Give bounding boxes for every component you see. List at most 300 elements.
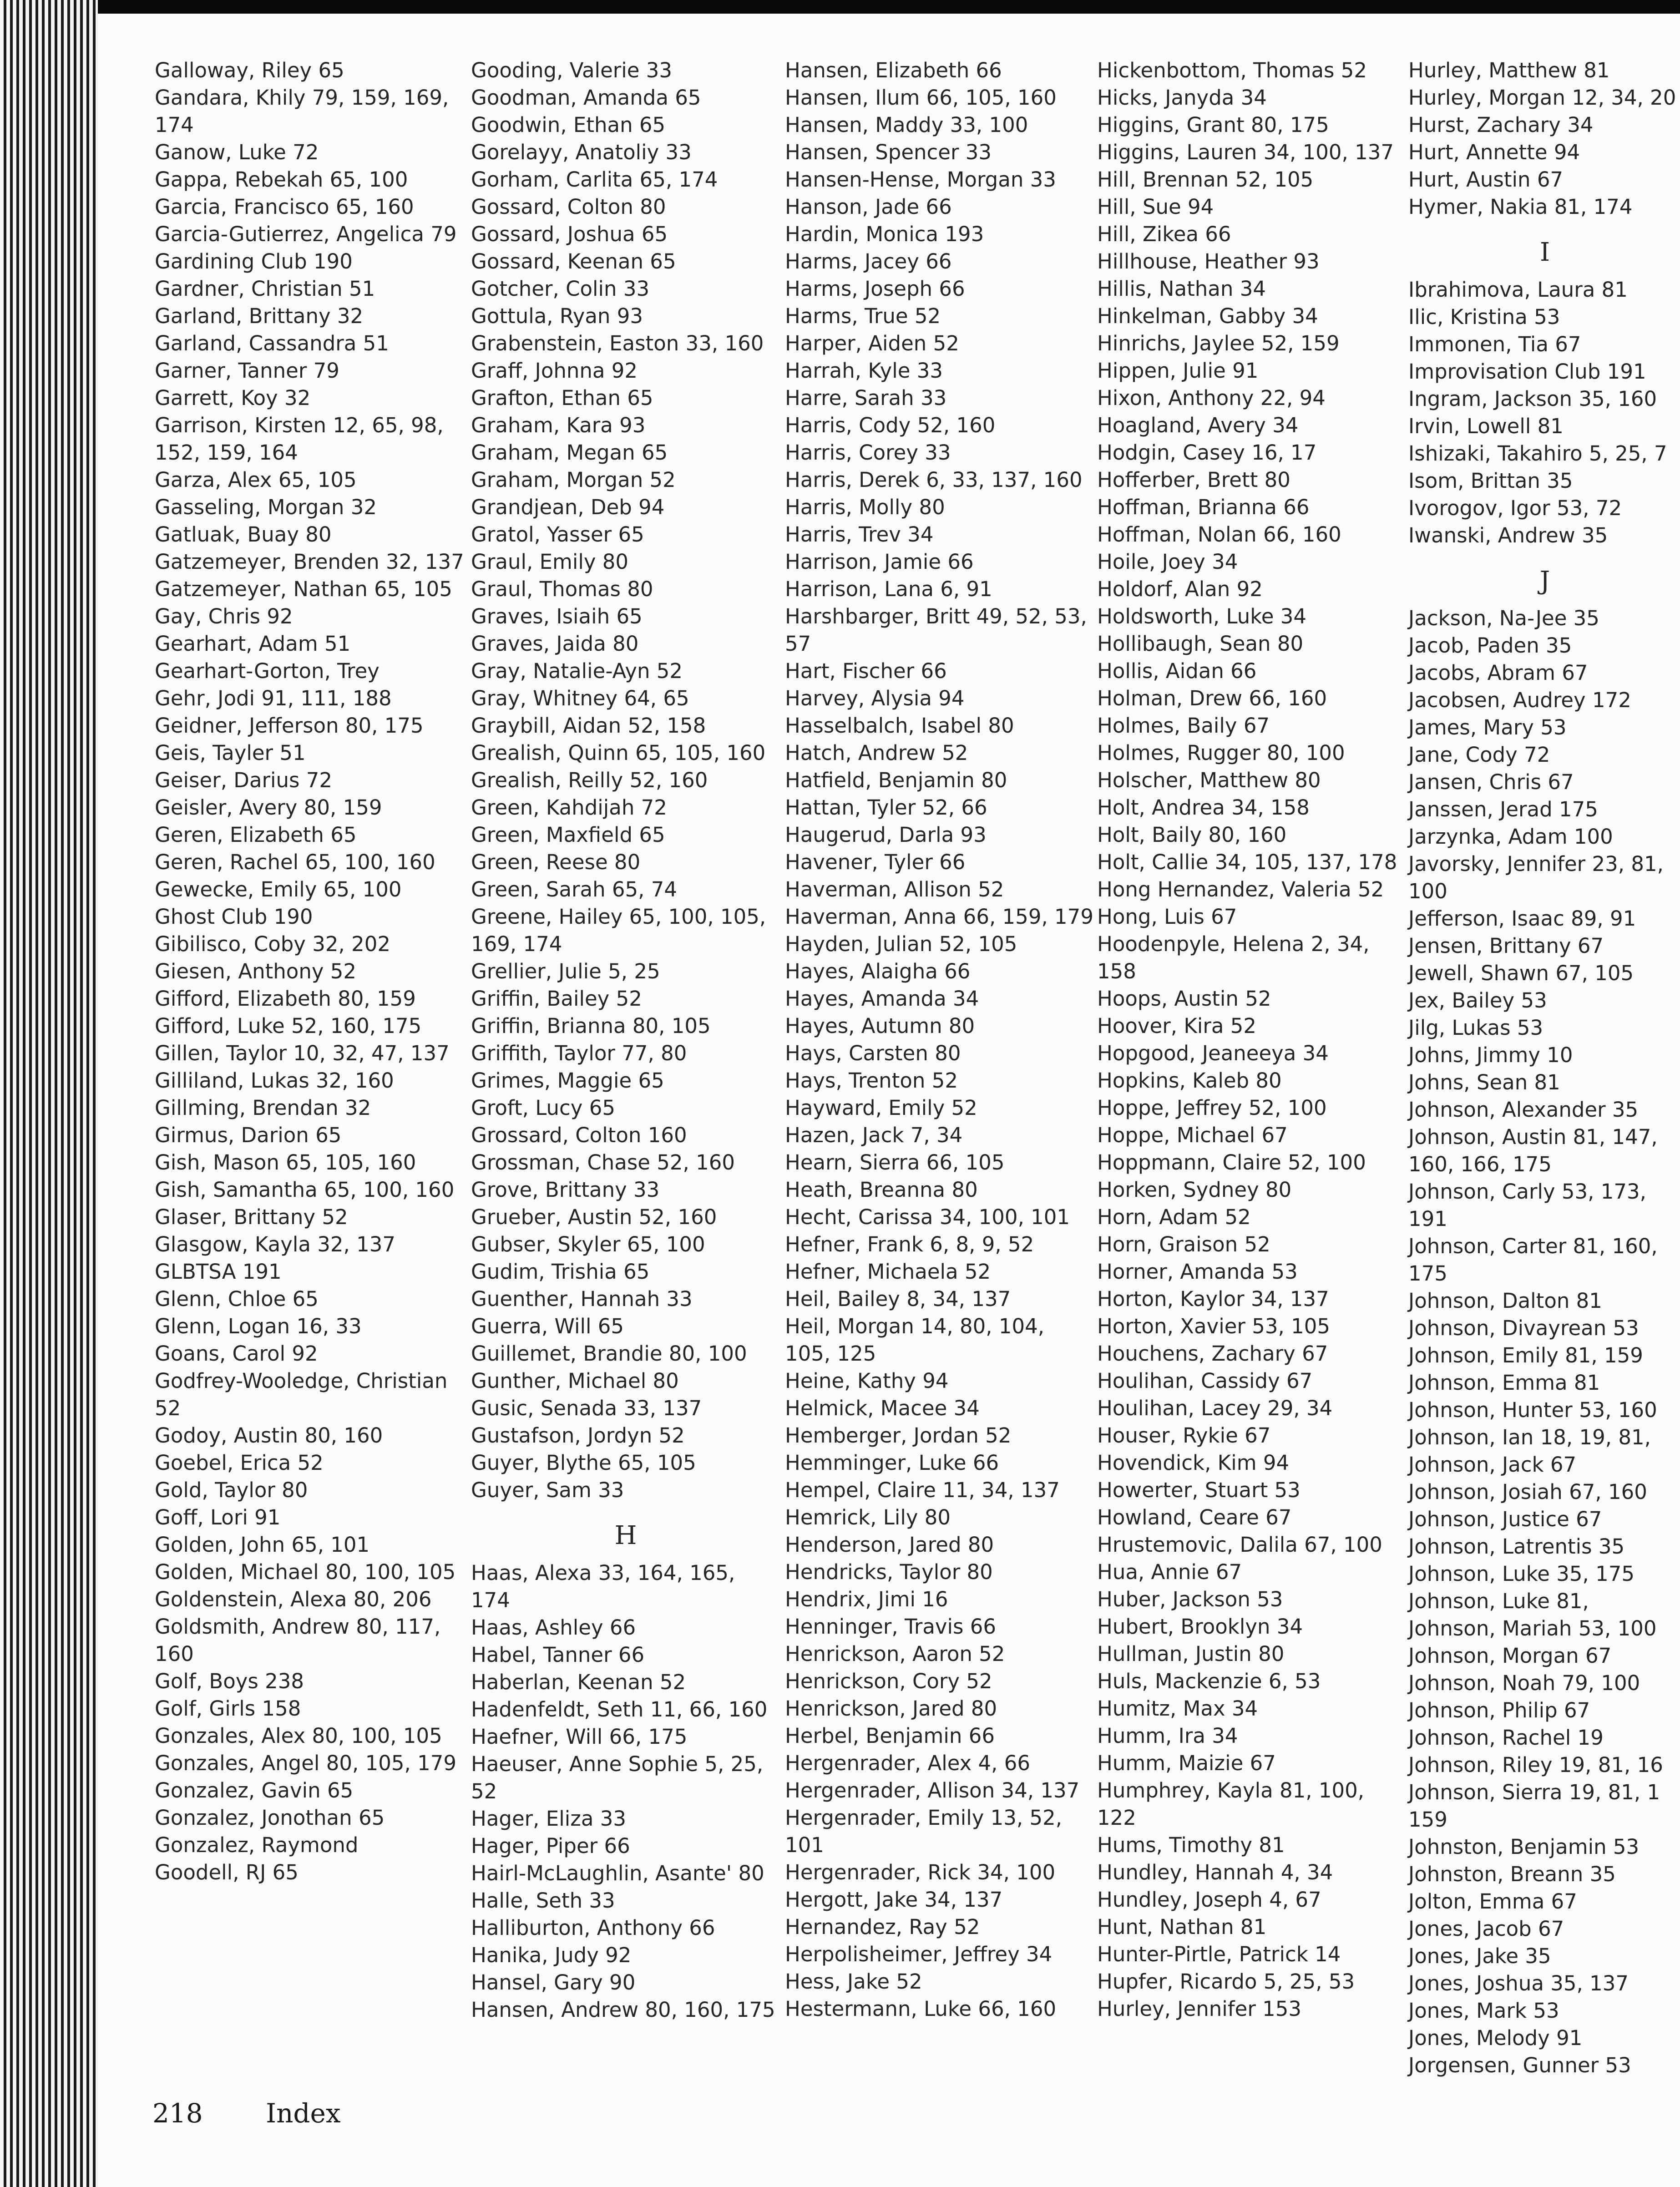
index-entry: Hemminger, Luke 66: [785, 1451, 999, 1475]
index-entry: Ganow, Luke 72: [155, 140, 319, 164]
index-entry: Holdsworth, Luke 34: [1097, 604, 1306, 628]
index-entry: Huber, Jackson 53: [1097, 1587, 1283, 1611]
index-entry: Hendricks, Taylor 80: [785, 1560, 993, 1584]
index-entry: Harre, Sarah 33: [785, 386, 947, 410]
index-entry: Hansen, Elizabeth 66: [785, 58, 1002, 82]
index-page: [98, 14, 1680, 2187]
index-entry: Hemrick, Lily 80: [785, 1505, 951, 1529]
index-entry: Janssen, Jerad 175: [1408, 797, 1598, 821]
index-entry: Heil, Bailey 8, 34, 137: [785, 1287, 1011, 1311]
index-entry: Horton, Kaylor 34, 137: [1097, 1287, 1329, 1311]
index-entry: Javorsky, Jennifer 23, 81,: [1408, 852, 1664, 876]
index-entry: Grossard, Colton 160: [471, 1123, 687, 1147]
index-entry: Jilg, Lukas 53: [1408, 1016, 1543, 1040]
index-entry: Harrison, Lana 6, 91: [785, 577, 992, 601]
index-entry: Hayden, Julian 52, 105: [785, 932, 1017, 956]
index-entry: Hergenrader, Alex 4, 66: [785, 1751, 1031, 1775]
index-entry: Hunter-Pirtle, Patrick 14: [1097, 1942, 1341, 1966]
index-entry: Gish, Mason 65, 105, 160: [155, 1150, 416, 1174]
index-entry: Iwanski, Andrew 35: [1408, 523, 1608, 547]
index-entry: Henrickson, Cory 52: [785, 1669, 992, 1693]
section-label: Index: [266, 2098, 341, 2129]
index-column-1: [155, 57, 464, 1886]
index-entry: Johnson, Morgan 67: [1408, 1644, 1612, 1668]
index-entry: Hemberger, Jordan 52: [785, 1423, 1012, 1448]
index-entry: Gudim, Trishia 65: [471, 1260, 650, 1284]
index-entry: Guyer, Sam 33: [471, 1478, 624, 1502]
index-entry: Holscher, Matthew 80: [1097, 768, 1321, 792]
index-entry: Green, Maxfield 65: [471, 823, 665, 847]
index-entry: Habel, Tanner 66: [471, 1643, 645, 1667]
index-entry: Hergott, Jake 34, 137: [785, 1888, 1003, 1912]
index-entry: Hanson, Jade 66: [785, 195, 952, 219]
index-entry: Gilliland, Lukas 32, 160: [155, 1068, 394, 1093]
index-entry: Ilic, Kristina 53: [1408, 305, 1560, 329]
index-entry: Hunt, Nathan 81: [1097, 1915, 1267, 1939]
index-entry: Humphrey, Kayla 81, 100, 122: [1097, 1778, 1365, 1830]
index-entry: Hill, Brennan 52, 105: [1097, 167, 1314, 192]
index-entry: Golden, John 65, 101: [155, 1533, 370, 1557]
index-entry: Gibilisco, Coby 32, 202: [155, 932, 390, 956]
index-entry: Johns, Jimmy 10: [1408, 1043, 1573, 1067]
index-entry: Gonzalez, Gavin 65: [155, 1778, 354, 1802]
index-entry: Johnson, Carly 53, 173,: [1408, 1180, 1646, 1204]
index-entry: Graham, Kara 93: [471, 413, 646, 437]
index-entry: Garland, Brittany 32: [155, 304, 364, 328]
index-entry: Gardining Club 190: [155, 249, 353, 273]
index-entry: Hollibaugh, Sean 80: [1097, 632, 1304, 656]
index-entry: Holmes, Rugger 80, 100: [1097, 741, 1345, 765]
index-entry: Jacobsen, Audrey 172: [1408, 688, 1631, 712]
index-entry: Hess, Jake 52: [785, 1969, 922, 1994]
index-entry: Hillis, Nathan 34: [1097, 277, 1266, 301]
index-entry: Johnson, Mariah 53, 100: [1408, 1616, 1657, 1640]
index-entry: Hatch, Andrew 52: [785, 741, 968, 765]
index-entry: Gatluak, Buay 80: [155, 522, 332, 547]
index-entry: Hopgood, Jeaneeya 34: [1097, 1041, 1329, 1065]
index-entry: Grealish, Reilly 52, 160: [471, 768, 708, 792]
index-entry: Heath, Breanna 80: [785, 1178, 978, 1202]
index-entry: Hernandez, Ray 52: [785, 1915, 980, 1939]
index-entry: Hoover, Kira 52: [1097, 1014, 1256, 1038]
index-entry: Hecht, Carissa 34, 100, 101: [785, 1205, 1070, 1229]
index-entry: Hansel, Gary 90: [471, 1970, 636, 1995]
index-entry: Gusic, Senada 33, 137: [471, 1396, 702, 1420]
index-entry: Hatfield, Benjamin 80: [785, 768, 1007, 792]
index-entry: Grafton, Ethan 65: [471, 386, 653, 410]
index-entry: Gossard, Colton 80: [471, 195, 666, 219]
index-entry: Hrustemovic, Dalila 67, 100: [1097, 1533, 1382, 1557]
index-entry: Hurst, Zachary 34: [1408, 113, 1594, 137]
index-entry: Hempel, Claire 11, 34, 137: [785, 1478, 1060, 1502]
index-entry: Hoppmann, Claire 52, 100: [1097, 1150, 1366, 1174]
index-entry: Jacobs, Abram 67: [1408, 661, 1588, 685]
index-entry: Gandara, Khily 79, 159, 169, 174: [155, 86, 449, 137]
index-entry: Hattan, Tyler 52, 66: [785, 795, 987, 820]
index-entry: Johnson, Latrentis 35: [1408, 1534, 1625, 1559]
index-entry: Glaser, Brittany 52: [155, 1205, 348, 1229]
index-entry: Green, Kahdijah 72: [471, 795, 667, 820]
index-entry: Harms, Joseph 66: [785, 277, 965, 301]
index-entry: Hager, Piper 66: [471, 1834, 630, 1858]
index-entry: Guyer, Blythe 65, 105: [471, 1451, 696, 1475]
index-entry: Hairl-McLaughlin, Asante' 80: [471, 1861, 764, 1885]
index-entry: Garrett, Koy 32: [155, 386, 311, 410]
index-entry: Harshbarger, Britt 49, 52, 53, 57: [785, 604, 1087, 656]
index-entry: Gifford, Luke 52, 160, 175: [155, 1014, 422, 1038]
index-entry: Glenn, Chloe 65: [155, 1287, 319, 1311]
index-entry: GLBTSA 191: [155, 1260, 282, 1284]
index-entry: Johnson, Luke 35, 175: [1408, 1562, 1634, 1586]
index-entry: Greene, Hailey 65, 100, 105, 169, 174: [471, 905, 766, 956]
index-entry: Hager, Eliza 33: [471, 1807, 626, 1831]
index-entry: Goldsmith, Andrew 80, 117, 160: [155, 1615, 441, 1666]
index-entry: Gasseling, Morgan 32: [155, 495, 377, 519]
index-entry: Hoops, Austin 52: [1097, 987, 1271, 1011]
index-entry: Hill, Zikea 66: [1097, 222, 1231, 246]
index-entry: Johnson, Alexander 35: [1408, 1098, 1639, 1122]
index-entry: Gossard, Keenan 65: [471, 249, 676, 273]
index-entry: Hergenrader, Rick 34, 100: [785, 1860, 1056, 1884]
index-entry: Gehr, Jodi 91, 111, 188: [155, 686, 392, 710]
index-entry: Hippen, Julie 91: [1097, 359, 1259, 383]
index-entry: Haberlan, Keenan 52: [471, 1670, 686, 1694]
index-entry: Geren, Elizabeth 65: [155, 823, 357, 847]
index-entry: Geidner, Jefferson 80, 175: [155, 714, 424, 738]
index-entry: Johnson, Austin 81, 147,: [1408, 1125, 1658, 1149]
index-entry: Johnson, Rachel 19: [1408, 1726, 1604, 1750]
index-entry: Godfrey-Wooledge, Christian 52: [155, 1369, 448, 1420]
index-entry: Howerter, Stuart 53: [1097, 1478, 1300, 1502]
index-entry: Graves, Jaida 80: [471, 632, 639, 656]
index-entry: Green, Reese 80: [471, 850, 641, 874]
index-entry: James, Mary 53: [1408, 715, 1567, 739]
index-entry: Herpolisheimer, Jeffrey 34: [785, 1942, 1053, 1966]
index-entry: Higgins, Grant 80, 175: [1097, 113, 1329, 137]
index-entry: Johnson, Divayrean 53: [1408, 1316, 1639, 1340]
index-entry: Hoppe, Michael 67: [1097, 1123, 1288, 1147]
letter-heading: I: [1539, 238, 1550, 267]
index-entry: Jolton, Emma 67: [1408, 1889, 1577, 1914]
index-entry: Garza, Alex 65, 105: [155, 468, 357, 492]
index-entry: Herbel, Benjamin 66: [785, 1724, 995, 1748]
index-entry: Horner, Amanda 53: [1097, 1260, 1298, 1284]
index-entry: Hundley, Joseph 4, 67: [1097, 1888, 1321, 1912]
index-entry: Harris, Corey 33: [785, 440, 951, 465]
index-entry: Henrickson, Aaron 52: [785, 1642, 1005, 1666]
index-entry: Higgins, Lauren 34, 100, 137: [1097, 140, 1394, 164]
index-entry: Harms, True 52: [785, 304, 941, 328]
index-entry: Hurley, Jennifer 153: [1097, 1997, 1302, 2021]
index-entry: Hofferber, Brett 80: [1097, 468, 1290, 492]
index-entry: Ghost Club 190: [155, 905, 313, 929]
index-entry: Horn, Graison 52: [1097, 1232, 1270, 1256]
index-entry: Hayes, Alaigha 66: [785, 959, 971, 983]
index-entry: Johnson, Jack 67: [1408, 1453, 1577, 1477]
index-entry: Graham, Megan 65: [471, 440, 668, 465]
index-entry: Hullman, Justin 80: [1097, 1642, 1285, 1666]
index-entry: 100: [1408, 879, 1447, 903]
index-entry: Improvisation Club 191: [1408, 359, 1646, 384]
index-entry: Gray, Whitney 64, 65: [471, 686, 689, 710]
index-entry: Hanika, Judy 92: [471, 1943, 632, 1967]
index-entry: Houlihan, Lacey 29, 34: [1097, 1396, 1333, 1420]
index-entry: Garcia, Francisco 65, 160: [155, 195, 414, 219]
index-entry: Jones, Jake 35: [1408, 1944, 1551, 1968]
index-entry: Ivorogov, Igor 53, 72: [1408, 496, 1622, 520]
index-entry: Gubser, Skyler 65, 100: [471, 1232, 705, 1256]
index-entry: Holman, Drew 66, 160: [1097, 686, 1327, 710]
index-entry: Jones, Melody 91: [1408, 2026, 1583, 2050]
index-entry: Hestermann, Luke 66, 160: [785, 1997, 1057, 2021]
index-entry: Hurt, Austin 67: [1408, 167, 1564, 192]
index-entry: Geisler, Avery 80, 159: [155, 795, 382, 820]
index-entry: Humm, Maizie 67: [1097, 1751, 1276, 1775]
index-entry: Gottula, Ryan 93: [471, 304, 643, 328]
index-entry: Grove, Brittany 33: [471, 1178, 660, 1202]
index-entry: Howland, Ceare 67: [1097, 1505, 1292, 1529]
index-entry: Jones, Jacob 67: [1408, 1917, 1564, 1941]
index-entry: Jackson, Na-Jee 35: [1408, 606, 1599, 630]
index-entry: Ingram, Jackson 35, 160: [1408, 387, 1657, 411]
index-entry: Hasselbalch, Isabel 80: [785, 714, 1014, 738]
index-entry: Hoagland, Avery 34: [1097, 413, 1299, 437]
page-footer: [152, 2098, 341, 2129]
index-entry: Holt, Baily 80, 160: [1097, 823, 1287, 847]
index-entry: Grueber, Austin 52, 160: [471, 1205, 717, 1229]
index-entry: Jane, Cody 72: [1408, 743, 1550, 767]
index-entry: Hovendick, Kim 94: [1097, 1451, 1290, 1475]
index-entry: Gustafson, Jordyn 52: [471, 1423, 685, 1448]
index-entry: Garcia-Gutierrez, Angelica 79: [155, 222, 457, 246]
page-number: 218: [152, 2098, 203, 2129]
index-entry: Johns, Sean 81: [1408, 1070, 1560, 1094]
index-entry: Hixon, Anthony 22, 94: [1097, 386, 1326, 410]
index-entry: Gotcher, Colin 33: [471, 277, 650, 301]
index-entry: Hergenrader, Allison 34, 137: [785, 1778, 1080, 1802]
letter-heading: H: [614, 1521, 637, 1550]
index-entry: Glasgow, Kayla 32, 137: [155, 1232, 395, 1256]
index-entry: Garland, Cassandra 51: [155, 331, 389, 355]
index-entry: Jensen, Brittany 67: [1408, 934, 1604, 958]
index-entry: Gearhart-Gorton, Trey: [155, 659, 380, 683]
index-entry: Goodell, RJ 65: [155, 1860, 299, 1884]
index-entry: Hickenbottom, Thomas 52: [1097, 58, 1367, 82]
index-entry: Hergenrader, Emily 13, 52, 101: [785, 1806, 1063, 1857]
index-entry: Hymer, Nakia 81, 174: [1408, 195, 1633, 219]
index-entry: Johnson, Dalton 81: [1408, 1289, 1602, 1313]
index-entry: Gold, Taylor 80: [155, 1478, 308, 1502]
index-entry: Jansen, Chris 67: [1408, 770, 1574, 794]
index-entry: Hoppe, Jeffrey 52, 100: [1097, 1096, 1327, 1120]
index-entry: Golden, Michael 80, 100, 105: [155, 1560, 456, 1584]
index-entry: Jorgensen, Gunner 53: [1408, 2053, 1631, 2077]
index-entry: Houchens, Zachary 67: [1097, 1342, 1328, 1366]
index-entry: Harris, Molly 80: [785, 495, 945, 519]
index-entry: Johnson, Carter 81, 160,: [1408, 1234, 1658, 1258]
index-entry: Johnston, Breann 35: [1408, 1862, 1616, 1886]
index-entry: Gay, Chris 92: [155, 604, 293, 628]
index-entry: Hong Hernandez, Valeria 52: [1097, 877, 1384, 901]
index-column-5: [1408, 57, 1680, 2079]
index-entry: Haas, Alexa 33, 164, 165, 174: [471, 1561, 735, 1612]
index-entry: Hinkelman, Gabby 34: [1097, 304, 1318, 328]
index-entry: Hoodenpyle, Helena 2, 34, 158: [1097, 932, 1370, 983]
index-entry: Griffith, Taylor 77, 80: [471, 1041, 687, 1065]
index-entry: Grellier, Julie 5, 25: [471, 959, 660, 983]
index-entry: 160, 166, 175: [1408, 1152, 1552, 1176]
index-entry: Ibrahimova, Laura 81: [1408, 278, 1628, 302]
index-entry: 159: [1408, 1807, 1447, 1832]
index-entry: Hua, Annie 67: [1097, 1560, 1242, 1584]
index-entry: Hill, Sue 94: [1097, 195, 1214, 219]
index-entry: Hopkins, Kaleb 80: [1097, 1068, 1282, 1093]
index-entry: Grossman, Chase 52, 160: [471, 1150, 735, 1174]
index-entry: Johnston, Benjamin 53: [1408, 1835, 1640, 1859]
index-entry: Goff, Lori 91: [155, 1505, 281, 1529]
index-entry: Jex, Bailey 53: [1408, 988, 1547, 1012]
index-entry: Jones, Joshua 35, 137: [1408, 1971, 1629, 1995]
index-entry: Johnson, Justice 67: [1408, 1507, 1602, 1531]
index-entry: Hazen, Jack 7, 34: [785, 1123, 963, 1147]
index-entry: Hart, Fischer 66: [785, 659, 947, 683]
index-entry: Haverman, Allison 52: [785, 877, 1004, 901]
book-spine-edge: [0, 0, 98, 2187]
index-entry: Hurt, Annette 94: [1408, 140, 1580, 164]
index-entry: Gratol, Yasser 65: [471, 522, 644, 547]
index-entry: Guillemet, Brandie 80, 100: [471, 1342, 747, 1366]
index-entry: Hinrichs, Jaylee 52, 159: [1097, 331, 1340, 355]
index-entry: Jewell, Shawn 67, 105: [1408, 961, 1634, 985]
index-entry: Gonzales, Angel 80, 105, 179: [155, 1751, 456, 1775]
index-entry: Hansen, Spencer 33: [785, 140, 992, 164]
index-entry: Gray, Natalie-Ayn 52: [471, 659, 683, 683]
index-entry: Gappa, Rebekah 65, 100: [155, 167, 408, 192]
index-entry: Graul, Emily 80: [471, 550, 629, 574]
index-entry: Humitz, Max 34: [1097, 1696, 1258, 1721]
index-entry: Hefner, Frank 6, 8, 9, 52: [785, 1232, 1034, 1256]
index-entry: Gunther, Michael 80: [471, 1369, 679, 1393]
index-entry: Irvin, Lowell 81: [1408, 414, 1564, 438]
index-entry: Hundley, Hannah 4, 34: [1097, 1860, 1333, 1884]
index-entry: Horton, Xavier 53, 105: [1097, 1314, 1330, 1338]
index-entry: Garrison, Kirsten 12, 65, 98, 152, 159, 164: [155, 413, 444, 465]
index-entry: Johnson, Philip 67: [1408, 1698, 1590, 1722]
index-entry: Hayward, Emily 52: [785, 1096, 977, 1120]
index-entry: Griffin, Brianna 80, 105: [471, 1014, 711, 1038]
index-entry: Goebel, Erica 52: [155, 1451, 324, 1475]
index-entry: Hurley, Morgan 12, 34, 20: [1408, 86, 1676, 110]
index-entry: Hayes, Autumn 80: [785, 1014, 975, 1038]
index-entry: Gossard, Joshua 65: [471, 222, 668, 246]
index-entry: Haefner, Will 66, 175: [471, 1725, 688, 1749]
index-entry: 191: [1408, 1207, 1447, 1231]
index-entry: Havener, Tyler 66: [785, 850, 966, 874]
index-entry: Holt, Andrea 34, 158: [1097, 795, 1310, 820]
index-entry: Huls, Mackenzie 6, 53: [1097, 1669, 1321, 1693]
index-entry: Hays, Trenton 52: [785, 1068, 958, 1093]
index-entry: Harris, Cody 52, 160: [785, 413, 996, 437]
index-entry: Gonzales, Alex 80, 100, 105: [155, 1724, 442, 1748]
index-entry: Hansen, Andrew 80, 160, 175: [471, 1998, 775, 2022]
index-entry: Goodwin, Ethan 65: [471, 113, 666, 137]
index-column-3: [785, 57, 1094, 2023]
index-entry: Johnson, Sierra 19, 81, 1: [1408, 1780, 1660, 1804]
index-entry: Hansen-Hense, Morgan 33: [785, 167, 1056, 192]
index-entry: Harvey, Alysia 94: [785, 686, 965, 710]
index-entry: Hillhouse, Heather 93: [1097, 249, 1320, 273]
index-entry: Hansen, Maddy 33, 100: [785, 113, 1028, 137]
index-entry: Hong, Luis 67: [1097, 905, 1237, 929]
index-entry: Johnson, Emma 81: [1408, 1371, 1600, 1395]
index-entry: Gorham, Carlita 65, 174: [471, 167, 718, 192]
index-entry: Geren, Rachel 65, 100, 160: [155, 850, 435, 874]
index-entry: Glenn, Logan 16, 33: [155, 1314, 362, 1338]
index-entry: Horn, Adam 52: [1097, 1205, 1251, 1229]
index-entry: Golf, Girls 158: [155, 1696, 301, 1721]
index-entry: Gearhart, Adam 51: [155, 632, 351, 656]
index-entry: Hollis, Aidan 66: [1097, 659, 1257, 683]
index-entry: Haugerud, Darla 93: [785, 823, 987, 847]
index-entry: Harrah, Kyle 33: [785, 359, 943, 383]
index-entry: Johnson, Noah 79, 100: [1408, 1671, 1640, 1695]
index-entry: Hupfer, Ricardo 5, 25, 53: [1097, 1969, 1355, 1994]
index-entry: Groft, Lucy 65: [471, 1096, 615, 1120]
index-entry: Gatzemeyer, Nathan 65, 105: [155, 577, 452, 601]
index-entry: Haverman, Anna 66, 159, 179: [785, 905, 1093, 929]
index-entry: Galloway, Riley 65: [155, 58, 344, 82]
index-entry: Humm, Ira 34: [1097, 1724, 1238, 1748]
index-entry: Hansen, Ilum 66, 105, 160: [785, 86, 1057, 110]
index-entry: Jefferson, Isaac 89, 91: [1408, 906, 1636, 931]
index-entry: Gooding, Valerie 33: [471, 58, 673, 82]
index-entry: Goans, Carol 92: [155, 1342, 318, 1366]
index-entry: Grimes, Maggie 65: [471, 1068, 664, 1093]
index-entry: Johnson, Riley 19, 81, 16: [1408, 1753, 1663, 1777]
index-entry: Geiser, Darius 72: [155, 768, 333, 792]
index-entry: Houser, Rykie 67: [1097, 1423, 1271, 1448]
index-entry: Hendrix, Jimi 16: [785, 1587, 948, 1611]
index-entry: Gatzemeyer, Brenden 32, 137: [155, 550, 464, 574]
index-entry: Hays, Carsten 80: [785, 1041, 961, 1065]
index-entry: Holmes, Baily 67: [1097, 714, 1270, 738]
index-entry: Halle, Seth 33: [471, 1888, 615, 1913]
index-entry: Graul, Thomas 80: [471, 577, 653, 601]
index-entry: Girmus, Darion 65: [155, 1123, 342, 1147]
index-entry: Grealish, Quinn 65, 105, 160: [471, 741, 766, 765]
index-entry: Hums, Timothy 81: [1097, 1833, 1285, 1857]
index-entry: Hearn, Sierra 66, 105: [785, 1150, 1005, 1174]
index-entry: Hadenfeldt, Seth 11, 66, 160: [471, 1697, 768, 1721]
index-entry: Garner, Tanner 79: [155, 359, 339, 383]
index-entry: Ishizaki, Takahiro 5, 25, 7: [1408, 441, 1667, 466]
index-entry: Hayes, Amanda 34: [785, 987, 979, 1011]
index-entry: Hardin, Monica 193: [785, 222, 984, 246]
index-entry: Halliburton, Anthony 66: [471, 1916, 715, 1940]
index-entry: Holt, Callie 34, 105, 137, 178: [1097, 850, 1397, 874]
index-entry: Gardner, Christian 51: [155, 277, 375, 301]
index-entry: Gonzalez, Jonothan 65: [155, 1806, 385, 1830]
letter-heading: J: [1539, 566, 1550, 596]
index-entry: Geis, Tayler 51: [155, 741, 306, 765]
index-entry: Johnson, Josiah 67, 160: [1408, 1480, 1647, 1504]
index-entry: Godoy, Austin 80, 160: [155, 1423, 383, 1448]
index-entry: Henrickson, Jared 80: [785, 1696, 997, 1721]
index-entry: Goldenstein, Alexa 80, 206: [155, 1587, 432, 1611]
index-entry: Harrison, Jamie 66: [785, 550, 974, 574]
index-entry: Haas, Ashley 66: [471, 1615, 636, 1640]
index-entry: Graybill, Aidan 52, 158: [471, 714, 706, 738]
